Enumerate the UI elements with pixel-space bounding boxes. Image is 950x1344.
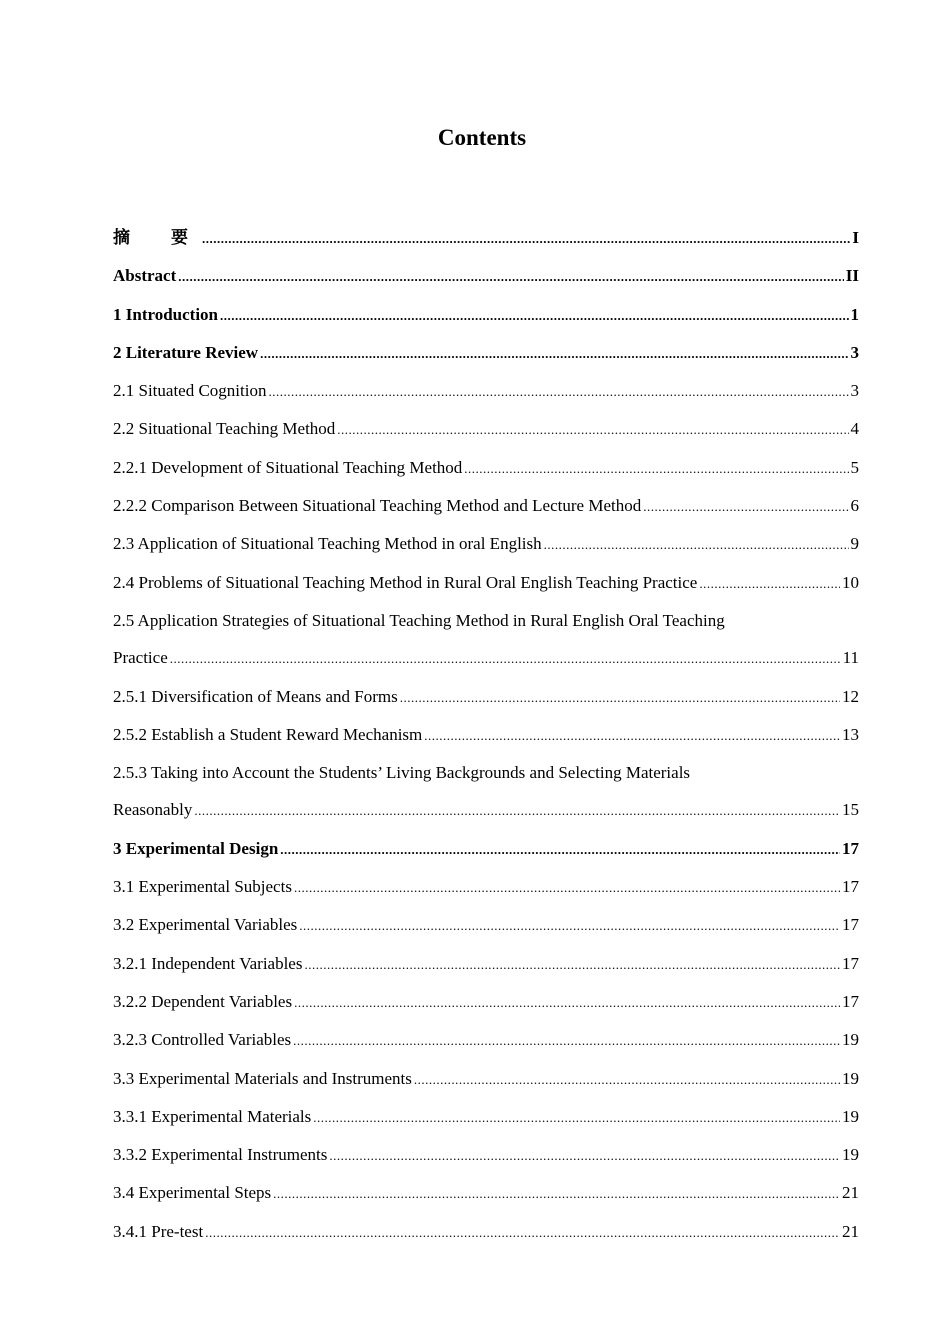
- toc-page-number: 17: [842, 877, 859, 897]
- toc-entry-text: 3.3 Experimental Materials and Instruments: [113, 1068, 412, 1088]
- toc-page-number: 17: [842, 991, 859, 1011]
- dot-leader: [273, 1175, 840, 1212]
- toc-entry-text: 3.2 Experimental Variables: [113, 915, 298, 935]
- dot-leader: [268, 373, 848, 410]
- toc-entry-2-4[interactable]: [113, 564, 859, 602]
- dot-leader: [400, 679, 840, 716]
- dot-leader: [293, 1022, 840, 1059]
- dot-leader: [260, 335, 848, 372]
- toc-entry-3-1[interactable]: [113, 868, 859, 906]
- toc-entry-3-2-1[interactable]: [113, 945, 859, 983]
- dot-leader: [464, 450, 848, 487]
- toc-entry-3-2-2[interactable]: [113, 983, 859, 1021]
- toc-page-number: 13: [842, 724, 859, 744]
- toc-page-number: 11: [842, 648, 859, 668]
- toc-page-number: 3: [850, 342, 859, 362]
- dot-leader: [280, 831, 840, 868]
- toc-page-number: 17: [842, 915, 859, 935]
- dot-leader: [170, 640, 841, 677]
- toc-entry-text-line1: 2.5.3 Taking into Account the Students’ Living Backgrounds and Selecting Materials: [113, 763, 691, 783]
- toc-entry-2-2-2[interactable]: [113, 487, 859, 525]
- toc-page-number: 19: [842, 1145, 859, 1165]
- toc-page-number: 19: [842, 1030, 859, 1050]
- dot-leader: [220, 297, 848, 334]
- toc-entry-text: 2.5.2 Establish a Student Reward Mechanism: [113, 724, 423, 744]
- toc-entry-2-5[interactable]: [113, 602, 859, 678]
- dot-leader: [202, 220, 850, 257]
- toc-page-number: 6: [850, 496, 859, 516]
- toc-entry-zhaiyao[interactable]: [113, 219, 859, 257]
- toc-entry-text: 3.4 Experimental Steps: [113, 1183, 272, 1203]
- toc-page-number: 17: [842, 838, 859, 858]
- table-of-contents: [113, 219, 859, 1251]
- toc-entry-text: 3 Experimental Design: [113, 838, 279, 858]
- page-title: Contents: [437, 125, 527, 150]
- toc-entry-2-2[interactable]: [113, 410, 859, 448]
- toc-entry-text: 3.2.3 Controlled Variables: [113, 1030, 292, 1050]
- dot-leader: [313, 1099, 840, 1136]
- toc-page-number: 10: [842, 572, 859, 592]
- toc-entry-text: Reasonably: [113, 800, 193, 820]
- toc-page-number: 15: [842, 800, 859, 820]
- toc-page-number: 21: [842, 1221, 859, 1241]
- toc-entry-text: 2.3 Application of Situational Teaching Method in oral English: [113, 534, 542, 554]
- toc-page-number: I: [852, 228, 859, 247]
- toc-entry-text: 摘 要: [113, 228, 200, 247]
- toc-entry-text: 2.1 Situated Cognition: [113, 381, 267, 401]
- toc-page-number: 5: [850, 457, 859, 477]
- dot-leader: [544, 526, 849, 563]
- toc-entry-3-2[interactable]: [113, 906, 859, 944]
- dot-leader: [304, 946, 840, 983]
- dot-leader: [329, 1137, 840, 1174]
- toc-entry-2-3[interactable]: [113, 525, 859, 563]
- toc-entry-literature-review[interactable]: [113, 334, 859, 372]
- toc-page-number: 4: [850, 419, 859, 439]
- toc-entry-2-5-3[interactable]: [113, 754, 859, 830]
- toc-entry-text: Abstract: [113, 266, 177, 286]
- toc-entry-text: 3.1 Experimental Subjects: [113, 877, 292, 897]
- toc-page-number: 17: [842, 953, 859, 973]
- toc-entry-2-1[interactable]: [113, 372, 859, 410]
- toc-entry-3-3[interactable]: [113, 1060, 859, 1098]
- toc-page-number: 9: [850, 534, 859, 554]
- toc-entry-2-2-1[interactable]: [113, 449, 859, 487]
- dot-leader: [414, 1061, 840, 1098]
- dot-leader: [643, 488, 848, 525]
- toc-entry-text: Practice: [113, 648, 168, 668]
- toc-entry-abstract[interactable]: [113, 257, 859, 295]
- dot-leader: [294, 984, 840, 1021]
- dot-leader: [299, 907, 840, 944]
- toc-entry-text: 3.2.1 Independent Variables: [113, 953, 303, 973]
- toc-entry-text: 1 Introduction: [113, 304, 219, 324]
- toc-page-number: 21: [842, 1183, 859, 1203]
- toc-entry-2-5-2[interactable]: [113, 716, 859, 754]
- toc-entry-text: 3.3.1 Experimental Materials: [113, 1106, 312, 1126]
- toc-page-number: 19: [842, 1106, 859, 1126]
- toc-entry-text: 2.2.1 Development of Situational Teaching Method: [113, 457, 463, 477]
- toc-entry-introduction[interactable]: [113, 296, 859, 334]
- toc-entry-2-5-1[interactable]: [113, 678, 859, 716]
- toc-entry-text: 2.4 Problems of Situational Teaching Method in Rural Oral English Teaching Practice: [113, 572, 698, 592]
- dot-leader: [178, 258, 844, 295]
- toc-entry-3-3-2[interactable]: [113, 1136, 859, 1174]
- toc-entry-3-4-1[interactable]: [113, 1213, 859, 1251]
- toc-page-number: 12: [842, 686, 859, 706]
- toc-entry-3-3-1[interactable]: [113, 1098, 859, 1136]
- toc-page-number: II: [845, 266, 859, 286]
- dot-leader: [294, 869, 840, 906]
- toc-entry-text-line1: 2.5 Application Strategies of Situational Teaching Method in Rural English Oral Teaching: [113, 610, 725, 630]
- dot-leader: [699, 565, 840, 602]
- toc-page-number: 19: [842, 1068, 859, 1088]
- toc-page-number: 3: [850, 381, 859, 401]
- toc-page-number: 1: [850, 304, 859, 324]
- toc-entry-text: 2 Literature Review: [113, 342, 259, 362]
- toc-entry-3-4[interactable]: [113, 1174, 859, 1212]
- toc-entry-text: 3.2.2 Dependent Variables: [113, 991, 293, 1011]
- dot-leader: [424, 717, 840, 754]
- toc-entry-experimental-design[interactable]: [113, 830, 859, 868]
- toc-entry-text: 3.4.1 Pre-test: [113, 1221, 204, 1241]
- toc-entry-text: 2.5.1 Diversification of Means and Forms: [113, 686, 398, 706]
- toc-entry-text: 2.2 Situational Teaching Method: [113, 419, 336, 439]
- toc-entry-text: 3.3.2 Experimental Instruments: [113, 1145, 328, 1165]
- toc-entry-text: 2.2.2 Comparison Between Situational Teaching Method and Lecture Method: [113, 496, 642, 516]
- dot-leader: [337, 411, 848, 448]
- toc-entry-3-2-3[interactable]: [113, 1021, 859, 1059]
- dot-leader: [205, 1214, 840, 1251]
- dot-leader: [194, 792, 840, 829]
